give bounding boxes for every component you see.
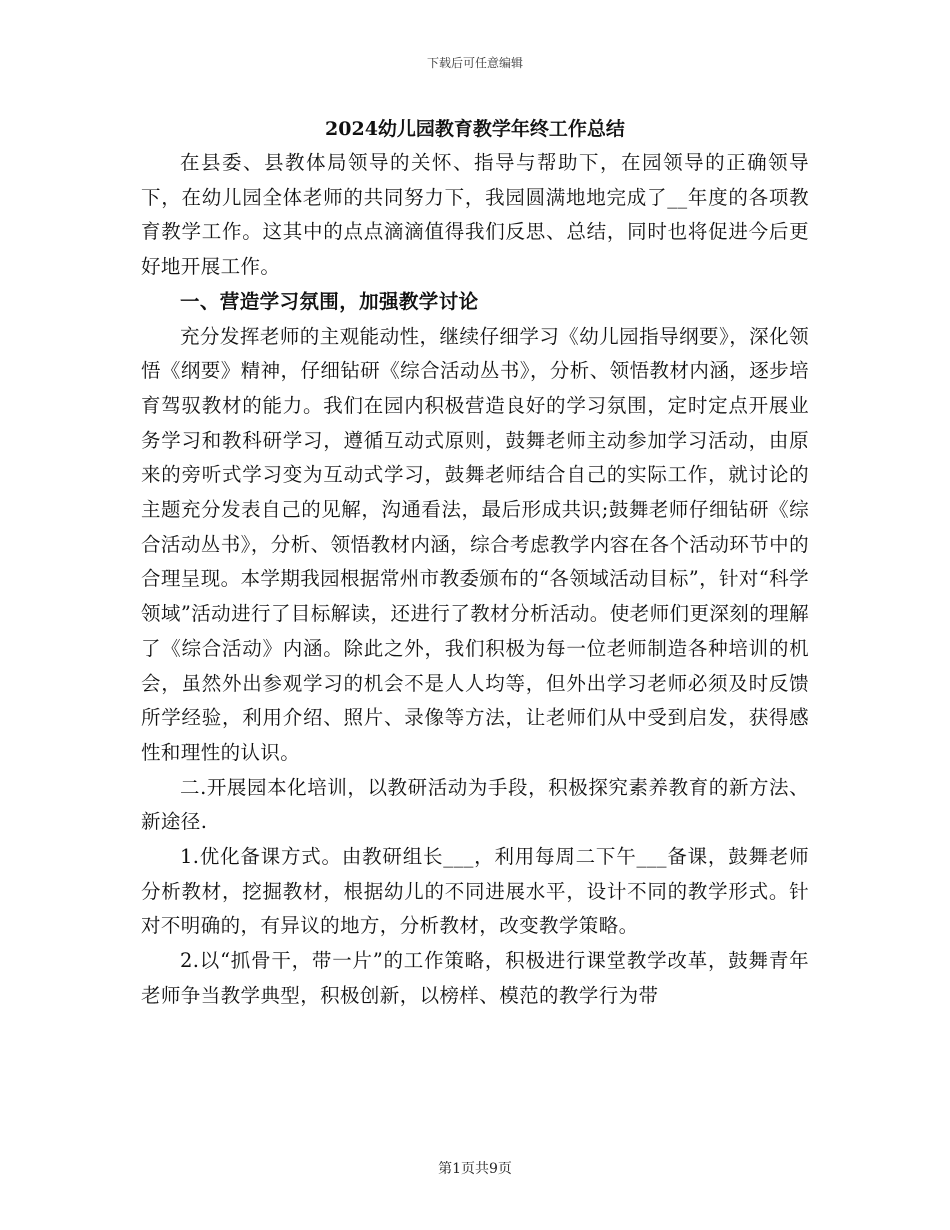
document-title: 2024幼儿园教育教学年终工作总结 xyxy=(325,118,625,140)
paragraph-section-1: 充分发挥老师的主观能动性，继续仔细学习《幼儿园指导纲要》，深化领悟《纲要》精神，仔细钻研《综合活动丛书》，分析、领悟教材内涵，逐步培育驾驭教材的能力。我们在园内积极营造良好的学习氛围，定时定点开展业务学习和教科研学习，遵循互动式原则，鼓舞老师主动参加学习活动，由原来的旁听式学习变为互动式学习，鼓舞老师结合自己的实际工作，就讨论的主题充分发表自己的见解，沟通看法，最后形成共识;鼓舞老师仔细钻研《综合活动丛书》，分析、领悟教材内涵，综合考虑教学内容在各个活动环节中的合理呈现。本学期我园根据常州市教委颁布的“各领域活动目标”，针对“科学领域”活动进行了目标解读，还进行了教材分析活动。使老师们更深刻的理解了《综合活动》内涵。除此之外，我们积极为每一位老师制造各种培训的机会，虽然外出参观学习的机会不是人人均等，但外出学习老师必须及时反馈所学经验，利用介绍、照片、录像等方法，让老师们从中受到启发，获得感性和理性的认识。 xyxy=(141,324,809,764)
section-heading-1: 一、营造学习氛围，加强教学讨论 xyxy=(180,289,479,313)
paragraph-item-2: 2.以“抓骨干，带一片”的工作策略，积极进行课堂教学改革，鼓舞青年老师争当教学典型，积极创新，以榜样、模范的教学行为带 xyxy=(141,949,809,1007)
header-note: 下载后可任意编辑 xyxy=(426,56,523,70)
section-heading-2: 二.开展园本化培训，以教研活动为手段，积极探究素养教育的新方法、新途径. xyxy=(141,775,809,834)
paragraph-item-1: 1.优化备课方式。由教研组长___，利用每周二下午___备课，鼓舞老师分析教材，挖掘教材，根据幼儿的不同进展水平，设计不同的教学形式。针对不明确的，有异议的地方，分析教材，改变教学策略。 xyxy=(141,845,809,938)
document-body xyxy=(141,146,809,1014)
paragraph-intro: 在县委、县教体局领导的关怀、指导与帮助下，在园领导的正确领导下，在幼儿园全体老师的共同努力下，我园圆满地地完成了__年度的各项教育教学工作。这其中的点点滴滴值得我们反思、总结，同时也将促进今后更好地开展工作。 xyxy=(141,151,809,279)
page-footer: 第1页共9页 xyxy=(438,1161,512,1177)
